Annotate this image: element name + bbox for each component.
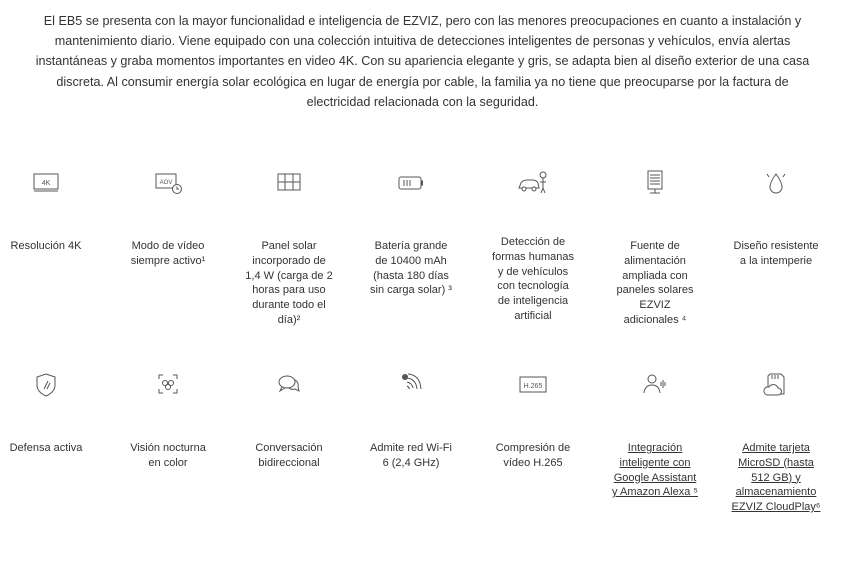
label-line: incorporado de (252, 254, 326, 267)
wifi-icon (394, 370, 428, 400)
label-line: con tecnología (497, 280, 569, 293)
4k-icon-text: 4K (41, 180, 51, 187)
label-line: sin carga solar) ³ (370, 284, 452, 297)
shield-icon (29, 370, 63, 400)
feature-night-vision (118, 370, 218, 469)
feature-row (0, 370, 845, 572)
feature-label (239, 441, 339, 471)
intro-line: electricidad relacionada con la seguridad. (306, 94, 539, 109)
feature-label (605, 239, 705, 328)
intro-line: El EB5 se presenta con la mayor funcionalidad e inteligencia de EZVIZ, pero con las menores preocupaciones en cuanto a instalación y (43, 14, 802, 28)
label-line: a la intemperie (739, 254, 813, 267)
voice-assistant-icon (638, 370, 672, 400)
feature-power-supply (605, 168, 705, 326)
chat-icon (272, 370, 306, 400)
power-supply-icon (638, 168, 672, 198)
human-vehicle-detection-icon (516, 168, 550, 198)
feature-label (361, 441, 461, 471)
label-line: ampliada con (622, 269, 688, 282)
intro-line: discreta. Al consumir energía solar ecológica en lugar de energía por cable, la familia ya no tiene que preocuparse por la factura de (56, 74, 789, 89)
4k-icon (29, 168, 63, 198)
feature-voice-assistant (605, 370, 705, 499)
feature-label (0, 239, 96, 254)
feature-solar-panel (239, 168, 339, 326)
label-line: en color (148, 456, 188, 469)
label-line: 512 GB) y (751, 471, 801, 484)
feature-label (483, 235, 583, 324)
feature-row (0, 168, 845, 370)
feature-4k (0, 168, 96, 252)
label-line: Diseño resistente (733, 240, 819, 252)
label-line: vídeo H.265 (503, 456, 563, 469)
h265-icon (516, 370, 550, 400)
label-line: siempre activo¹ (130, 254, 206, 267)
aov-icon (151, 168, 185, 198)
battery-icon (394, 168, 428, 198)
feature-two-way-talk (239, 370, 339, 469)
label-line: 1,4 W (carga de 2 (245, 269, 333, 282)
feature-cloud-storage (726, 370, 826, 514)
intro-line: instantáneas y graba momentos importantes en video 4K. Con su apariencia elegante y gris, se adapta bien al diseño exterior de una casa (35, 54, 810, 69)
label-line: Modo de vídeo (131, 240, 205, 252)
label-line: artificial (514, 309, 552, 322)
feature-label (0, 441, 96, 456)
feature-label (361, 239, 461, 298)
weather-resistant-icon (759, 168, 793, 198)
intro-line: mantenimiento diario. Viene equipado con una colección intuitiva de detecciones inteligentes de personas y vehículos, envía alertas (54, 34, 791, 49)
feature-weather-resistant (726, 168, 826, 267)
voice-assistant-link[interactable] (605, 441, 705, 500)
feature-label (483, 441, 583, 471)
label-line: durante todo el (252, 299, 326, 312)
feature-human-vehicle-detection (483, 168, 583, 322)
intro-paragraph (0, 11, 845, 112)
label-line: almacenamiento (735, 486, 817, 499)
label-line: de 10400 mAh (375, 254, 447, 267)
label-line: Integración (627, 442, 683, 454)
label-line: Fuente de (630, 240, 680, 252)
label-line: Admite red Wi-Fi (370, 442, 452, 454)
feature-label (118, 239, 218, 269)
label-line: bidireccional (258, 456, 320, 469)
label-line: MicroSD (hasta (738, 456, 814, 469)
cloud-storage-icon (759, 370, 793, 400)
feature-battery (361, 168, 461, 297)
feature-aov (118, 168, 218, 267)
label-line: formas humanas (492, 250, 574, 263)
label-line: inteligente con (619, 456, 691, 469)
label-line: Panel solar (261, 240, 317, 252)
night-vision-icon (151, 370, 185, 400)
label-line: Google Assistant (613, 471, 697, 484)
feature-grid (0, 168, 845, 572)
label-line: paneles solares (616, 284, 694, 297)
label-line: Resolución 4K (10, 240, 82, 252)
solar-panel-icon (272, 168, 306, 198)
feature-wifi (361, 370, 461, 469)
h265-icon-text: H.265 (523, 383, 543, 390)
feature-label (118, 441, 218, 471)
label-line: día)² (277, 313, 301, 326)
label-line: y Amazon Alexa ⁵ (612, 486, 698, 499)
label-line: adicionales ⁴ (623, 313, 687, 326)
label-line: Compresión de (495, 442, 571, 454)
label-line: Admite tarjeta (742, 442, 810, 454)
label-line: Visión nocturna (130, 442, 206, 454)
label-line: Defensa activa (9, 442, 83, 454)
label-line: 6 (2,4 GHz) (382, 456, 440, 469)
label-line: Detección de (500, 236, 566, 248)
feature-label (239, 239, 339, 328)
feature-label (726, 239, 826, 269)
label-line: y de vehículos (497, 265, 569, 278)
label-line: horas para uso (252, 284, 326, 297)
label-line: EZVIZ CloudPlay⁶ (731, 501, 821, 514)
label-line: (hasta 180 días (373, 269, 449, 282)
feature-h265 (483, 370, 583, 469)
label-line: EZVIZ (639, 299, 671, 312)
label-line: Batería grande (374, 240, 448, 252)
label-line: alimentación (624, 254, 686, 267)
label-line: de inteligencia (497, 295, 569, 308)
label-line: Conversación (255, 442, 323, 454)
feature-active-defense (0, 370, 96, 454)
cloud-storage-link[interactable] (726, 441, 826, 515)
aov-icon-text: AOV (159, 180, 173, 186)
